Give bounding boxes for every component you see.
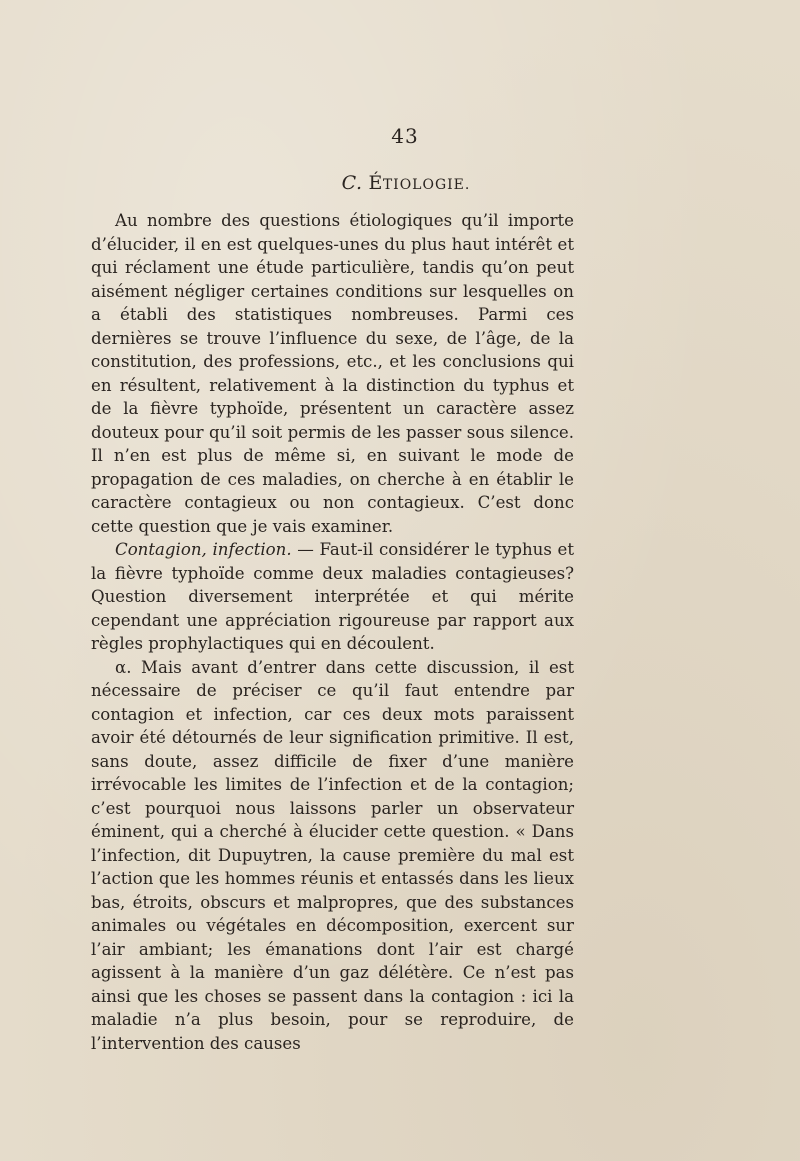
section-title-rest: TIOLOGIE.	[382, 177, 471, 193]
section-letter: C.	[341, 172, 363, 194]
paragraph-2-text: — Faut-il considérer le typhus et la fièvre typhoïde comme deux maladies contagieuses? Question diversement interprétée et qui mérite cependant une appréciation rigoureuse par rapport aux règles prophylactiques qui en découlent.	[91, 540, 574, 653]
paragraph-2-title: Contagion, infection.	[115, 540, 292, 559]
paragraph-3: α. Mais avant d’entrer dans cette discussion, il est nécessaire de préciser ce qu’il faut entendre par contagion et infection, car ces deux mots paraissent avoir été détournés de leur signification primitive. Il est, sans doute, assez difficile de fixer d’une manière irrévocable les limites de l’infection et de la contagion; c’est pourquoi nous laissons parler un observateur éminent, qui a cherché à élucider cette question. « Dans l’infection, dit Dupuytren, la cause première du mal est l’action que les hommes réunis et entassés dans les lieux bas, étroits, obscurs et malpropres, que des substances animales ou végétales en décomposition, exercent sur l’air ambiant; les émanations dont l’air est chargé agissent à la manière d’un gaz délétère. Ce n’est pas ainsi que les choses se passent dans la contagion : ici la maladie n’a plus besoin, pour se reproduire, de l’intervention des causes	[91, 657, 574, 1053]
paragraph-2	[91, 538, 574, 656]
page-number: 43	[391, 124, 419, 148]
section-title-initial: É	[368, 172, 383, 194]
section-heading	[0, 172, 800, 194]
paragraph-1: Au nombre des questions étiologiques qu’il importe d’élucider, il en est quelques-unes du plus haut intérêt et qui réclament une étude particulière, tandis qu’on peut aisément négliger certaines conditions sur lesquelles on a établi des statistiques nombreuses. Parmi ces dernières se trouve l’influence du sexe, de l’âge, de la constitution, des professions, etc., et les conclusions qui en résultent, relativement à la distinction du typhus et de la fièvre typhoïde, présentent un caractère assez douteux pour qu’il soit permis de les passer sous silence. Il n’en est plus de même si, en suivant le mode de propagation de ces maladies, on cherche à en établir le caractère contagieux ou non contagieux. C’est donc cette question que je vais examiner.	[91, 211, 574, 536]
body-text	[91, 209, 574, 1055]
